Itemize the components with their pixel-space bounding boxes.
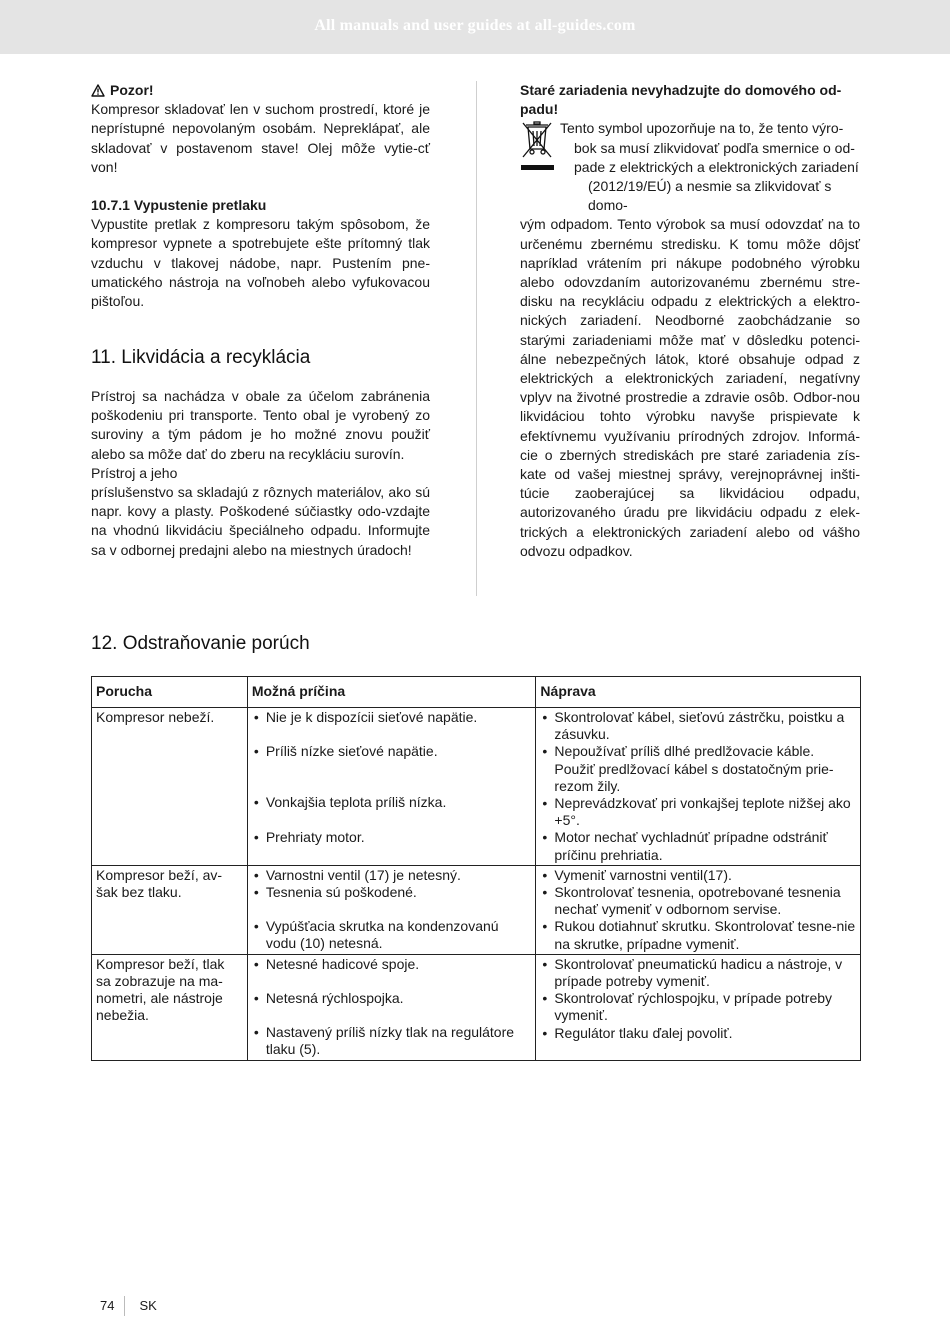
page-footer [100,1296,157,1316]
subsection-text: Vypustite pretlak z kompresoru takým spôsobom, že kompresor vypnete a spotrebujete ešte prítomný tlak vzduchu v tlakovej nádobe, napr. Pustením pne-umatického nástroja na voľnobeh alebo vyfukovacou pištoľou. [91,216,430,310]
list-item: • Vypúšťacia skrutka na kondenzovanú vodu (10) netesná. [252,918,532,952]
warning-text: Kompresor skladovať len v suchom prostredí, ktoré je neprístupné nepovolaným osobám. Nepreklápať, ale skladovať v postavenom stave! Olej môže vytie-cť von! [91,101,430,175]
banner-text: All manuals and user guides at all-guides.com [314,17,636,34]
weee-text: vým odpadom. Tento výrobok sa musí odovzdať na to určenému zbernému stredisku. K tomu môže dôjsť napríklad vrátením pri nákupe podobného výrobku alebo odovzdaním autorizovanému zbernému stre-disku na recykláciu odpadu z elektrických a elektro-nických zariadení. Neodborné zaobchádzanie so starými zariadeniami môže mať v dôsledku potenci-álne nebezpečných látok, ktoré obsahuje odpad z elektrických a elektronických zariadení, negatívny vplyv na životné prostredie a zdravie osôb. Odbor-nou likvidáciou tohto výrobku navyše prispievate k efektívnemu využívaniu prírodných zdrojov. Informá-cie o zberných strediskách pre staré zariadenia zís-kate od vašej miestnej správy, verejnoprávnej inšti-túcie zaoberajúcej sa likvidáciou odpadu, autorizovaného úradu pre likvidáciu odpadu z elek-trických a elektronických zariadení alebo od vášho odvozu odpadkov. [520,216,860,559]
subsection-heading: 10.7.1 Vypustenie pretlaku [91,197,267,214]
warning-heading [91,81,430,100]
list-item: • Rukou dotiahnuť skrutku. Skontrolovať tesne-nie na skrutke, prípadne vymeniť. [540,918,856,952]
fault-cell: Kompresor beží, tlak sa zobrazuje na ma-nometri, ale nástroje nebežia. [92,954,248,1060]
weee-line-3: pade z elektrických a elektronických zariadení [574,158,859,175]
list-item: • Skontrolovať rýchlospojku, v prípade potreby vymeniť. [540,990,856,1024]
site-banner [0,0,950,54]
list-item: • Motor nechať vychladnúť prípadne odstrániť príčinu prehriatia. [540,829,856,863]
weee-line-4: (2012/19/EÚ) a nesmie sa zlikvidovať s domo- [588,178,832,214]
page-number: 74 [100,1296,125,1316]
section-12-title: 12. Odstraňovanie porúch [91,633,310,654]
list-item: • Vymeniť varnostni ventil(17). [540,867,856,884]
table-row [92,865,861,954]
list-item: • Nepoužívať príliš dlhé predlžovacie káble. Použiť predlžovací kábel s dostatočným prie-rezom žily. [540,743,856,795]
remedy-cell [536,954,861,1060]
warning-triangle-icon [91,84,105,97]
list-item: • Regulátor tlaku ďalej povoliť. [540,1025,856,1042]
list-item: • Tesnenia sú poškodené. [252,884,532,901]
crossed-out-bin-icon [520,119,554,171]
list-item: • Nastavený príliš nízky tlak na regulátore tlaku (5). [252,1024,532,1058]
list-item: • Netesná rýchlospojka. [252,990,532,1007]
table-row [92,954,861,1060]
cause-cell [247,954,536,1060]
header-fault: Porucha [92,677,248,708]
disposal-paragraph-3: príslušenstvo sa skladajú z rôznych materiálov, ako sú napr. kovy a plasty. Poškodené súčiastky odo-vzdajte na vhodnú likvidáciu špeciálneho odpadu. Informujte sa v odbornej predajni alebo na miestnych úradoch! [91,484,430,558]
weee-line-1: Tento symbol upozorňuje na to, že tento výro- [560,120,844,137]
table-row [92,708,861,866]
weee-block [520,119,860,215]
disposal-paragraph-1: Prístroj sa nachádza v obale za účelom zabránenia poškodeniu pri transporte. Tento obal je vyrobený zo suroviny a tým pádom je ho možné znovu použiť alebo sa môže dať do zberu na recykláciu surovín. [91,388,430,462]
list-item: • Skontrolovať tesnenia, opotrebované tesnenia nechať vymeniť v odbornom servise. [540,884,856,918]
warning-title: Pozor! [110,82,154,98]
left-column [91,81,430,311]
troubleshooting-table [91,676,861,1061]
disposal-paragraph-2: Prístroj a jeho [91,464,178,481]
list-item: • Skontrolovať pneumatickú hadicu a nástroje, v prípade potreby vymeniť. [540,956,856,990]
weee-heading: Staré zariadenia nevyhadzujte do domového od-padu! [520,82,842,118]
fault-cell: Kompresor nebeží. [92,708,248,866]
language-code: SK [139,1298,157,1313]
header-remedy: Náprava [536,677,861,708]
fault-cell: Kompresor beží, av-šak bez tlaku. [92,865,248,954]
weee-line-2: bok sa musí zlikvidovať podľa smernice o od- [574,139,855,156]
list-item: • Prehriaty motor. [252,829,532,846]
list-item: • Príliš nízke sieťové napätie. [252,743,532,760]
header-cause: Možná príčina [247,677,536,708]
section-11-body [91,387,430,560]
list-item: • Skontrolovať kábel, sieťovú zástrčku, poistku a zásuvku. [540,709,856,743]
table-header-row [92,677,861,708]
column-divider [476,81,477,596]
list-item: • Neprevádzkovať pri vonkajšej teplote nižšej ako +5°. [540,795,856,829]
list-item: • Vonkajšia teplota príliš nízka. [252,794,532,811]
list-item: • Netesné hadicové spoje. [252,956,532,973]
right-column [520,81,860,561]
cause-cell [247,865,536,954]
remedy-cell [536,708,861,866]
section-11-title: 11. Likvidácia a recyklácia [91,347,311,368]
cause-cell [247,708,536,866]
list-item: • Nie je k dispozícii sieťové napätie. [252,709,532,726]
list-item: • Varnostni ventil (17) je netesný. [252,867,532,884]
remedy-cell [536,865,861,954]
